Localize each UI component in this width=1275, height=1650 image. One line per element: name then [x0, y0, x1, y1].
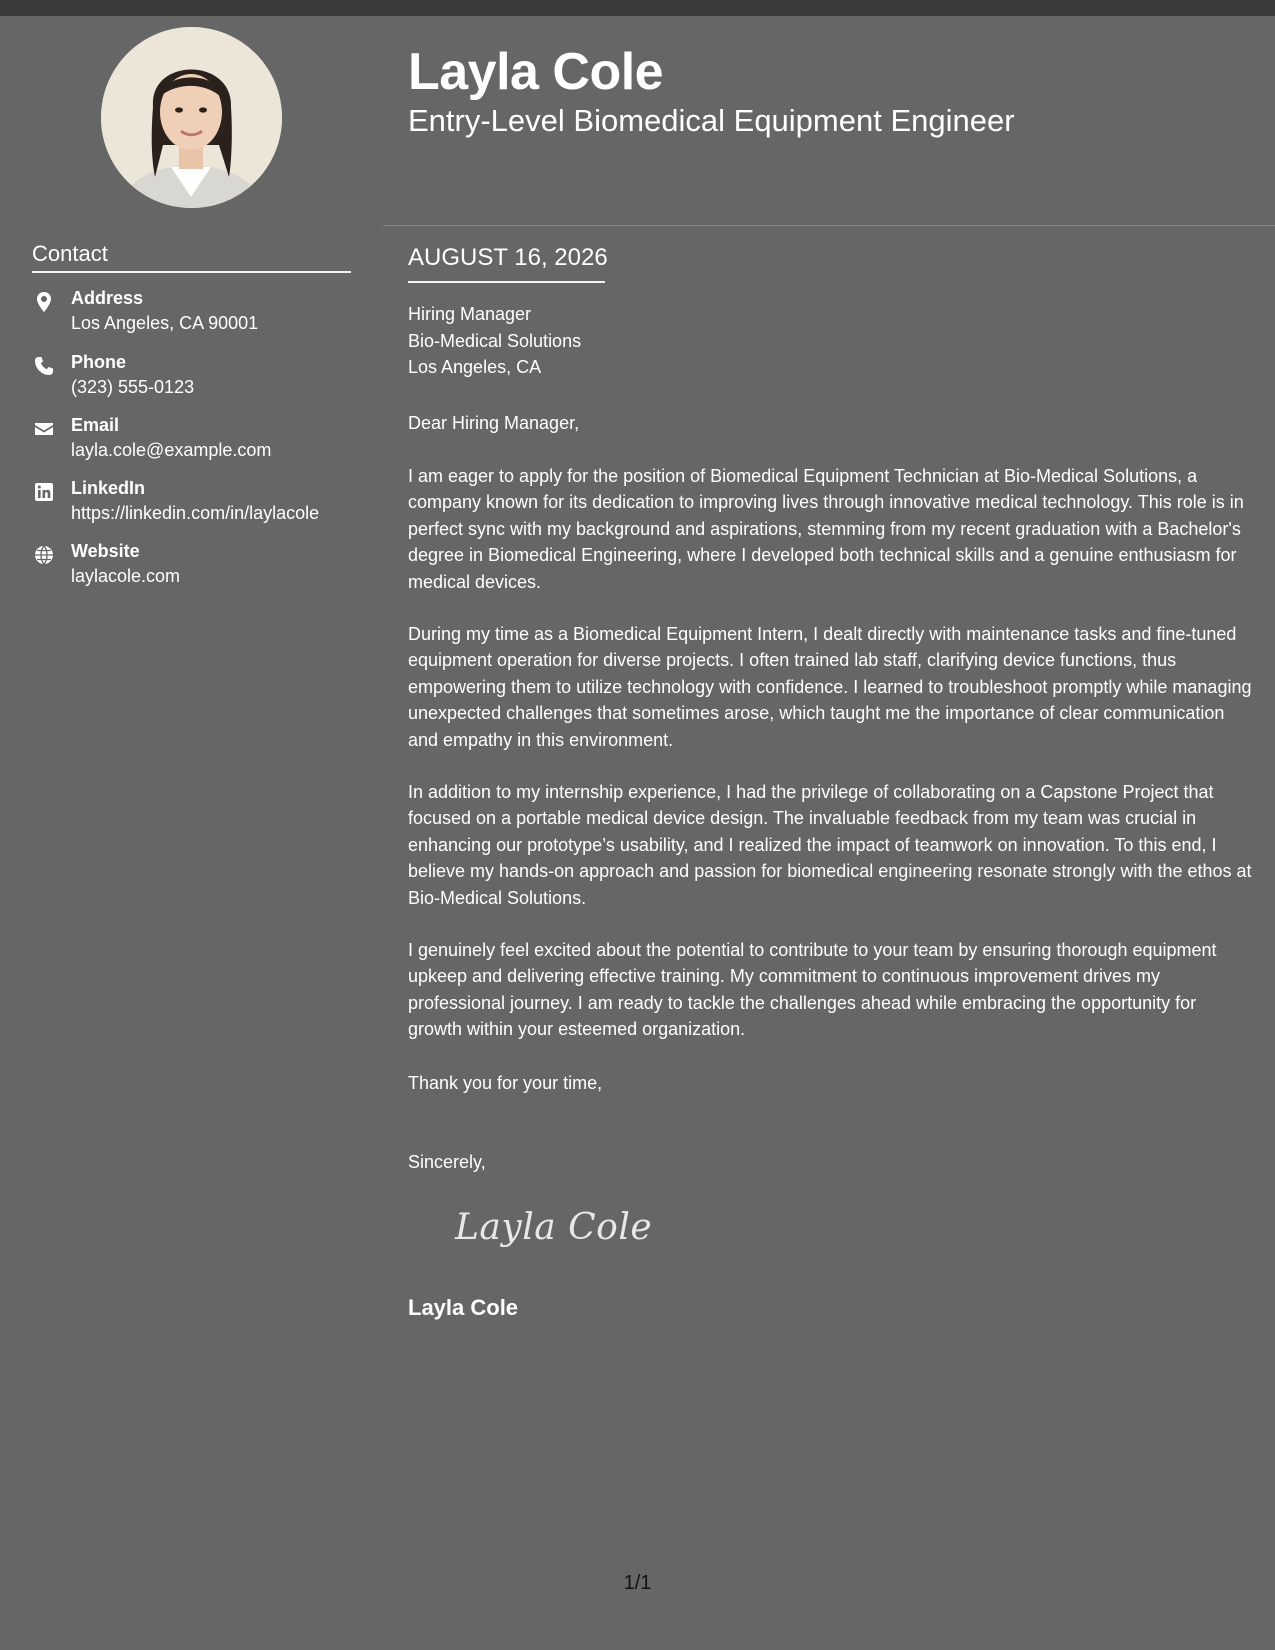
closing-line: Sincerely, [408, 1152, 486, 1172]
date-underline [408, 281, 605, 283]
signer-name: Layla Cole [408, 1295, 519, 1320]
job-title: Entry-Level Biomedical Equipment Engineer [408, 103, 1015, 138]
contact-label: LinkedIn [71, 478, 146, 498]
contact-divider [32, 271, 351, 273]
avatar [101, 27, 282, 208]
body-paragraph: During my time as a Biomedical Equipment Intern, I dealt directly with maintenance tasks and fine-tuned equipment operation for diverse projects. I often trained lab staff, clarifying device functions, thus empowering them to utilize technology with confidence. I learned to troubleshoot promptly while managing unexpected challenges that sometimes arose, which taught me the importance of clear communication and empathy in this environment. [408, 624, 1252, 750]
contact-value[interactable]: layla.cole@example.com [71, 440, 272, 460]
linkedin-icon [32, 480, 56, 504]
phone-icon [32, 354, 56, 378]
contact-value[interactable]: laylacole.com [71, 566, 181, 586]
contact-value: Los Angeles, CA 90001 [71, 313, 259, 333]
map-pin-icon [32, 290, 56, 314]
contact-label: Email [71, 415, 120, 435]
contact-label: Address [71, 288, 144, 308]
handwritten-signature: Layla Cole [455, 1207, 653, 1248]
envelope-icon [32, 417, 56, 441]
body-paragraph: I am eager to apply for the position of Biomedical Equipment Technician at Bio-Medical Solutions, a company known for its dedication to improving lives through innovative medical technology. This role is in perfect sync with my background and aspirations, stemming from my recent graduation with a Bachelor's degree in Biomedical Engineering, where I developed both technical skills and a genuine enthusiasm for medical devices. [408, 466, 1244, 592]
contact-heading: Contact [32, 241, 108, 266]
body-paragraph: I genuinely feel excited about the potential to contribute to your team by ensuring thorough equipment upkeep and delivering effective training. My commitment to continuous improvement drives my professional journey. I am ready to tackle the challenges ahead while embracing the opportunity for growth within your esteemed organization. [408, 940, 1217, 1040]
top-bar [0, 0, 1275, 16]
contact-label: Phone [71, 352, 127, 372]
contact-value[interactable]: https://linkedin.com/in/laylacole [71, 503, 320, 523]
page-number: 1/1 [623, 1572, 652, 1594]
contact-email [32, 415, 362, 467]
recipient-line: Los Angeles, CA [408, 357, 542, 377]
contact-website [32, 541, 362, 593]
contact-linkedin [32, 478, 362, 530]
globe-icon [32, 543, 56, 567]
contact-phone [32, 352, 362, 404]
recipient-line: Hiring Manager [408, 304, 532, 324]
thanks-line: Thank you for your time, [408, 1073, 603, 1093]
letter-date: AUGUST 16, 2026 [408, 244, 608, 271]
contact-label: Website [71, 541, 140, 561]
body-paragraph: In addition to my internship experience, I had the privilege of collaborating on a Capstone Project that focused on a portable medical device design. The invaluable feedback from my team was crucial in enhancing our prototype’s usability, and I realized the impact of teamwork on innovation. To this end, I believe my hands-on approach and passion for biomedical engineering resonate strongly with the ethos at Bio-Medical Solutions. [408, 782, 1252, 908]
contact-address [32, 288, 362, 340]
contact-value: (323) 555-0123 [71, 377, 195, 397]
header-divider [383, 225, 1275, 226]
recipient-line: Bio-Medical Solutions [408, 331, 582, 351]
salutation: Dear Hiring Manager, [408, 413, 580, 433]
profile-photo [101, 27, 282, 208]
applicant-name: Layla Cole [408, 43, 664, 101]
